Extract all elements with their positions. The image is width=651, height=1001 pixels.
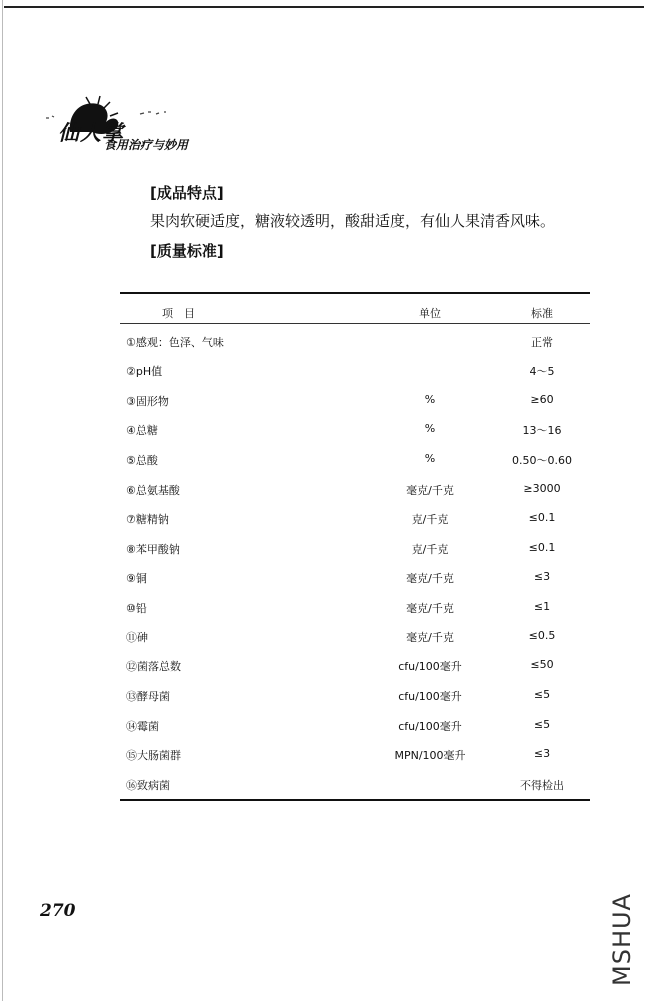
logo-subtitle: 食用治疗与妙用 — [104, 138, 189, 152]
cell-unit: 毫克/千克 — [406, 572, 454, 585]
cell-standard: ≤0.1 — [528, 541, 556, 554]
cell-item: ⑩铅 — [126, 602, 147, 615]
cell-item: ⑮大肠菌群 — [126, 749, 181, 762]
table-row — [0, 363, 651, 383]
cell-item: ⑪砷 — [126, 631, 148, 644]
cell-unit: cfu/100毫升 — [398, 690, 462, 703]
logo-title: 仙人掌 — [58, 121, 124, 145]
watermark: MSHUA — [608, 893, 636, 986]
table-row — [0, 393, 651, 413]
table-row — [0, 658, 651, 678]
table-row — [0, 334, 651, 354]
header-item: 项 目 — [162, 307, 195, 320]
cell-item: ⑦糖精钠 — [126, 513, 169, 526]
header-unit: 单位 — [419, 307, 441, 320]
cell-item: ②pH值 — [126, 365, 163, 378]
table-bottom-rule — [120, 799, 590, 801]
cell-unit: 毫克/千克 — [406, 602, 454, 615]
cell-unit: MPN/100毫升 — [394, 749, 466, 762]
table-header-rule — [120, 323, 590, 324]
cell-item: ⑤总酸 — [126, 454, 158, 467]
cell-standard: ≥3000 — [523, 482, 561, 495]
cell-standard: 正常 — [531, 336, 553, 349]
cell-standard: 不得检出 — [520, 779, 564, 792]
cell-standard: ≤0.1 — [528, 511, 556, 524]
cell-unit: cfu/100毫升 — [398, 720, 462, 733]
cell-standard: ≤1 — [533, 600, 551, 613]
table-row — [0, 718, 651, 738]
cell-item: ③固形物 — [126, 395, 169, 408]
cell-item: ④总糖 — [126, 424, 158, 437]
cell-standard: ≤3 — [533, 570, 551, 583]
features-text: 果肉软硬适度，糖液较透明，酸甜适度，有仙人果清香风味。 — [150, 212, 556, 230]
table-row — [0, 570, 651, 590]
table-row — [0, 777, 651, 797]
table-row — [0, 511, 651, 531]
cell-item: ⑧苯甲酸钠 — [126, 543, 180, 556]
cell-item: ⑫菌落总数 — [126, 660, 181, 673]
cell-unit: 克/千克 — [411, 543, 449, 556]
cell-unit: 毫克/千克 — [406, 631, 454, 644]
section-heading-features: [成品特点] — [150, 184, 224, 202]
table-row — [0, 600, 651, 620]
cell-item: ⑥总氨基酸 — [126, 484, 180, 497]
cell-unit: % — [424, 393, 436, 406]
table-row — [0, 688, 651, 708]
cell-standard: ≥60 — [530, 393, 554, 406]
table-row — [0, 541, 651, 561]
cell-standard: ≤0.5 — [528, 629, 556, 642]
table-row — [0, 422, 651, 442]
cell-standard: ≤5 — [533, 718, 551, 731]
table-top-rule — [120, 292, 590, 294]
table-row — [0, 747, 651, 767]
cell-item: ①感观：色泽、气味 — [126, 336, 224, 349]
cell-item: ⑬酵母菌 — [126, 690, 170, 703]
cell-unit: cfu/100毫升 — [398, 660, 462, 673]
cell-unit: % — [424, 422, 436, 435]
cell-unit: % — [424, 452, 436, 465]
cell-unit: 克/千克 — [411, 513, 449, 526]
header-standard: 标准 — [531, 307, 553, 320]
page-number: 270 — [40, 901, 76, 921]
cell-item: ⑭霉菌 — [126, 720, 159, 733]
cell-standard: 13～16 — [522, 424, 562, 437]
cell-item: ⑨铜 — [126, 572, 147, 585]
cell-standard: ≤5 — [533, 688, 551, 701]
table-row — [0, 452, 651, 472]
table-row — [0, 482, 651, 502]
cell-standard: 4～5 — [529, 365, 555, 378]
cell-item: ⑯致病菌 — [126, 779, 170, 792]
header-rule — [4, 6, 644, 8]
cell-unit: 毫克/千克 — [406, 484, 454, 497]
section-heading-quality: [质量标准] — [150, 242, 224, 260]
cell-standard: 0.50～0.60 — [512, 454, 572, 467]
cell-standard: ≤3 — [533, 747, 551, 760]
cell-standard: ≤50 — [530, 658, 554, 671]
table-row — [0, 629, 651, 649]
